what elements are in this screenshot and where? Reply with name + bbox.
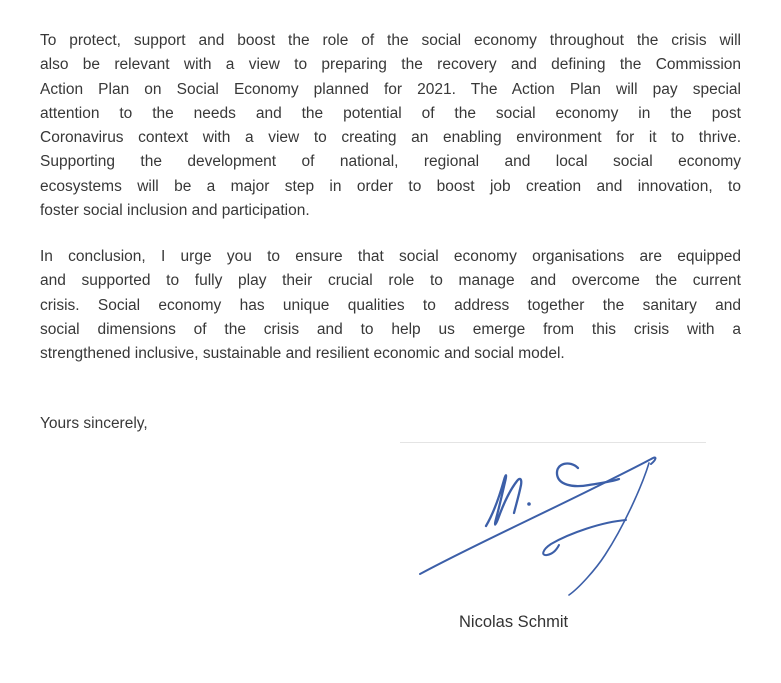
closing-salutation: Yours sincerely, <box>40 415 148 432</box>
paragraph-line: Action Plan on Social Economy planned for 2021. The Action Plan will pay special <box>40 80 741 98</box>
paragraph-1 <box>40 29 741 223</box>
paragraph-line: Supporting the development of national, regional and local social economy <box>40 153 741 171</box>
signature-block <box>398 440 710 602</box>
paragraph-2 <box>40 245 741 366</box>
signatory-name: Nicolas Schmit <box>459 613 569 631</box>
paragraph-line: To protect, support and boost the role of the social economy throughout the crisis will <box>40 32 741 49</box>
paragraph-line: In conclusion, I urge you to ensure that social economy organisations are equipped <box>40 248 741 265</box>
paragraph-line: also be relevant with a view to preparing the recovery and defining the Commission <box>40 56 741 74</box>
paragraph-line: attention to the needs and the potential of the social economy in the post <box>40 104 741 122</box>
paragraph-line: strengthened inclusive, sustainable and resilient economic and social model. <box>40 345 565 363</box>
paragraph-line: and supported to fully play their crucial role to manage and overcome the current <box>40 272 741 290</box>
paragraph-line: Coronavirus context with a view to creating an enabling environment for it to thrive. <box>40 129 741 147</box>
paragraph-line: crisis. Social economy has unique qualities to address together the sanitary and <box>40 296 741 314</box>
handwritten-signature-icon <box>398 442 698 602</box>
paragraph-line: ecosystems will be a major step in order to boost job creation and innovation, to <box>40 177 741 195</box>
paragraph-line: social dimensions of the crisis and to help us emerge from this crisis with a <box>40 320 741 338</box>
paragraph-line: foster social inclusion and participation. <box>40 202 310 220</box>
